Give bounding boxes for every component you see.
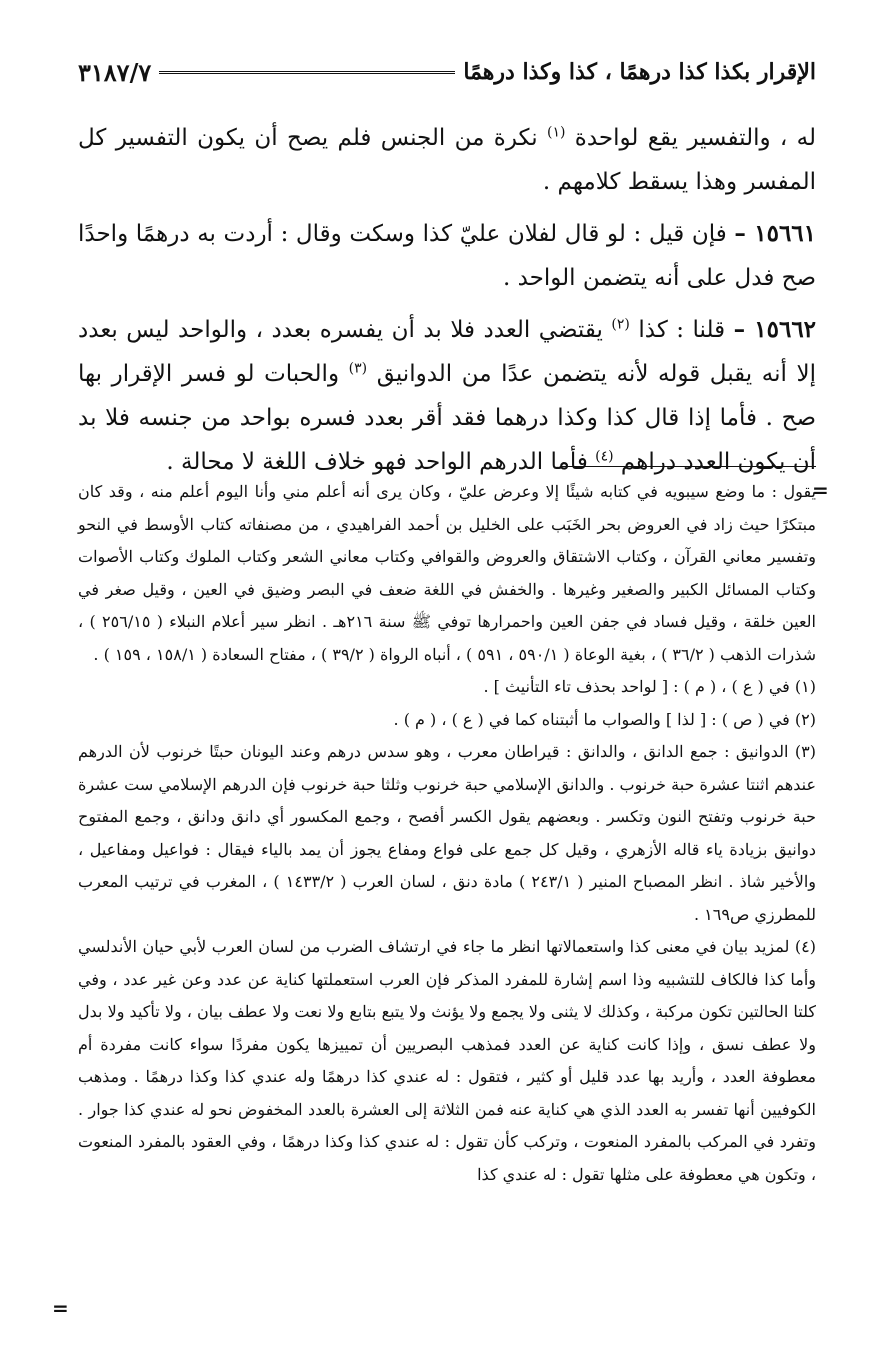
paragraph-number: ١٥٦٦١ – [734, 220, 817, 247]
footnotes [78, 476, 816, 1191]
paragraph-15662 [78, 308, 816, 484]
p3-text-start: قلنا : كذا [638, 317, 726, 343]
main-text [78, 116, 816, 492]
p3-text-end: فأما الدرهم الواحد فهو خلاف اللغة لا محالة . [166, 449, 588, 475]
p3-text-part2: يقتضي العدد فلا بد أن يفسره بعدد ، والواحد ليس بعدد إلا أنه يقبل قوله لأنه يتضمن عدًا من الدوانيق [78, 317, 816, 387]
footnote-continued: يقول : ما وضع سيبويه في كتابه شيئًا إلا وعرض عليّ ، وكان يرى أنه أعلم مني وأنا اليوم أعلم منه ، وقد كان مبتكرًا حيث زاد في العروض بحر الخَبَب على الخليل بن أحمد الفراهيدي ، من مصنفاته كتاب الأوسط في النحو وتفسير معاني القرآن ، وكتاب الاشتقاق والعروض والقوافي وكتاب معاني الشعر وكتاب الملوك وكتاب الأصوات وكتاب المسائل الكبير والصغير وغيرها . والخفش في اللغة ضعف في البصر وضيق في العين ، وقيل صغر في العين خلقة ، وقيل فساد في جفن العين واحمرارها توفي ﷺ سنة ٢١٦هـ . انظر سير أعلام النبلاء ( ٢٥٦/١٥ ) ، شذرات الذهب ( ٣٦/٢ ) ، بغية الوعاة ( ٥٩٠/١ ، ٥٩١ ) ، أنباه الرواة ( ٣٩/٢ ) ، مفتاح السعادة ( ١٥٨/١ ، ١٥٩ ) . [78, 482, 816, 664]
paragraph-continuation [78, 116, 816, 204]
paragraph-text: فإن قيل : لو قال لفلان عليّ كذا وسكت وقال : أردت به درهمًا واحدًا صح فدل على أنه يتضمن الواحد . [78, 221, 816, 291]
footnote-ref-4: (٤) [595, 448, 614, 465]
p1-text-end: نكرة من الجنس فلم يصح أن يكون التفسير كل المفسر وهذا يسقط كلامهم . [78, 125, 816, 195]
footnote-4: (٤) لمزيد بيان في معنى كذا واستعمالاتها انظر ما جاء في ارتشاف الضرب من لسان العرب لأبي حيان الأندلسي وأما كذا فالكاف للتشبيه وذا اسم إشارة للمفرد المذكر فإن العرب استعملتها كناية عن عدد وعن غير عدد ، وفي كلتا الحالتين تكون مركبة ، وكذلك لا يثنى ولا يجمع ولا يؤنث ولا يتبع بتابع ولا نعت ولا عطف بيان ، ولا تأكيد ولا بدل ولا عطف نسق ، وإذا كانت كناية عن العدد فمذهب البصريين أن تمييزها يكون مفردًا سواء كانت مفردة أم معطوفة العدد ، وأريد بها عدد قليل أو كثير ، فتقول : له عندي كذا درهمًا وله عندي كذا وكذا درهمًا . ومذهب الكوفيين أنها تفسر به العدد الذي هي كناية عنه فمن الثلاثة إلى العشرة بالعدد المخفوض نحو له عندي كذا جوار . وتفرد في المركب بالمفرد المنعوت ، وتركب كأن تقول : له عندي كذا وكذا درهمًا ، وفي العقود بالمفرد المنعوت ، وتكون هي معطوفة على مثلها تقول : له عندي كذا [78, 937, 816, 1184]
paragraph-15661 [78, 212, 816, 300]
p3-text-part3: والحبات لو فسر الإقرار بها صح . فأما إذا قال كذا وكذا درهما فقد أقر بعدد فسره بواحد من جنسه فلا بد أن يكون العدد دراهم [78, 361, 816, 475]
paragraph-number: ١٥٦٦٢ – [733, 316, 817, 343]
footnote-1: (١) في ( ع ) ، ( م ) : [ لواحد بحذف تاء التأنيث ] . [483, 677, 816, 696]
footnote-2: (٢) في ( ص ) : [ لذا ] والصواب ما أثبتناه كما في ( ع ) ، ( م ) . [393, 709, 816, 729]
footnote-3: (٣) الدوانيق : جمع الدانق ، والدانق : قيراطان معرب ، وهو سدس درهم وعند اليونان حبتًا خرنوب لأن الدرهم عندهم اثنتا عشرة حبة خرنوب . والدانق الإسلامي حبة خرنوب وثلثا حبة خرنوب فإن الدرهم الإسلامي ست عشرة حبة خرنوب وتفتح النون وتكسر . وبعضهم يقول الكسر أفصح ، وجمع المكسور أي دانق ودانق ، وجمع المفتوح دوانيق بزيادة ياء قاله الأزهري ، وقيل كل جمع على فواع ومفاع يجوز أن يمد بالياء فيقال : فواعيل ومفاعيل ، والأخير شاذ . انظر المصباح المنير ( ٢٤٣/١ ) مادة دنق ، لسان العرب ( ١٤٣٣/٢ ) ، المغرب في ترتيب المعرب للمطرزي ص١٦٩ . [78, 742, 816, 924]
header-title: الإقرار بكذا كذا درهمًا ، كذا وكذا درهمًا [463, 59, 816, 85]
footnote-ref-2: (٢) [611, 316, 630, 333]
footnote-ref-1: (١) [546, 124, 566, 141]
continuation-mark-bottom: = [52, 1296, 69, 1320]
continuation-mark-top: = [812, 478, 829, 502]
running-header [78, 52, 816, 92]
p1-text-start: له ، والتفسير يقع لواحدة [574, 125, 817, 151]
header-page-reference: ٣١٨٧/٧ [78, 57, 152, 87]
header-rule [159, 71, 455, 74]
footnote-separator [561, 466, 816, 467]
footnote-ref-3: (٣) [348, 360, 368, 377]
